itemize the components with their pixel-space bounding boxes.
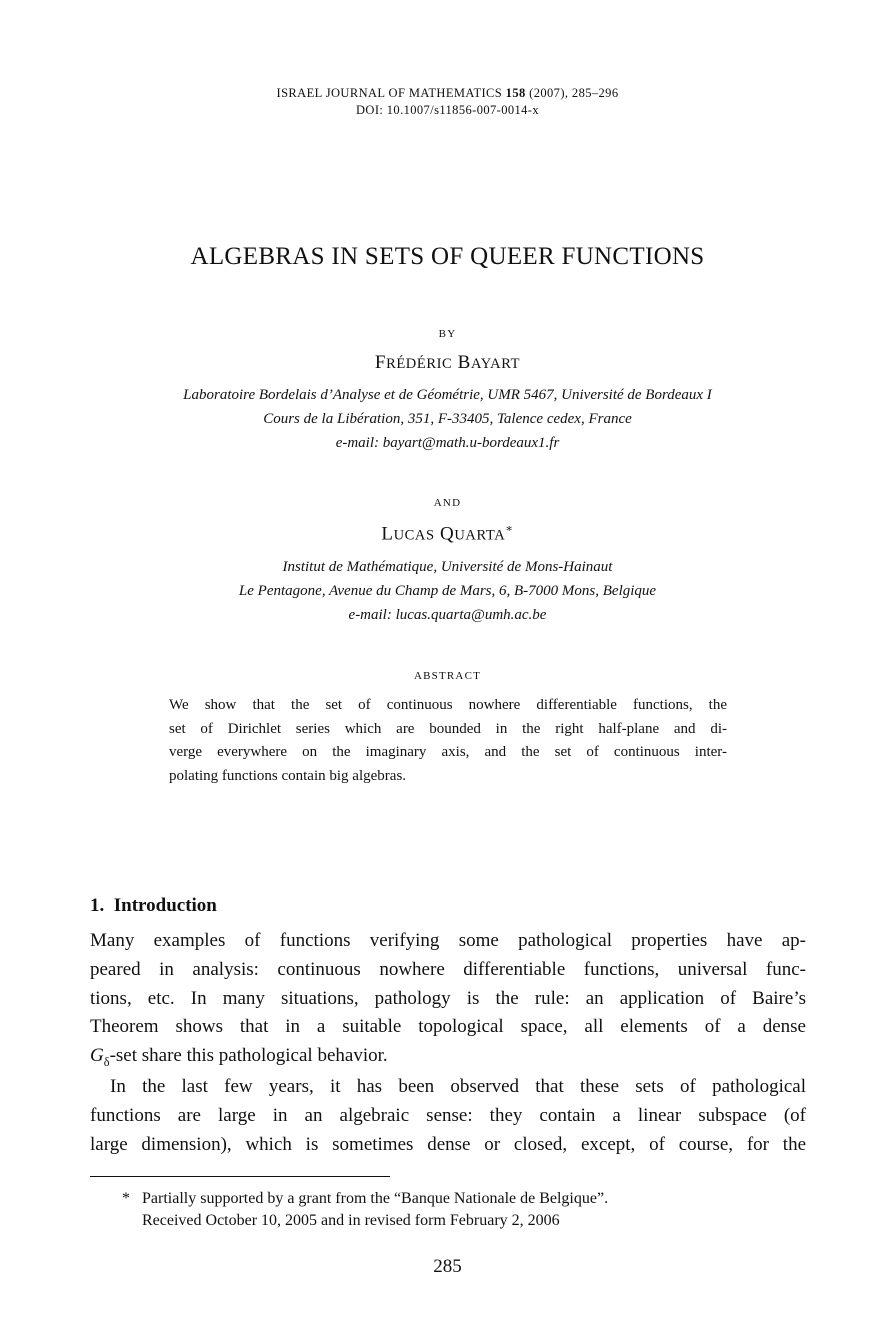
footnote-rule	[90, 1176, 390, 1177]
footnote-text: Partially supported by a grant from the “Banque Nationale de Belgique”.	[142, 1190, 609, 1207]
author2-affiliation-line-2: Le Pentagone, Avenue du Champ de Mars, 6, B-7000 Mons, Belgique	[238, 583, 657, 599]
paragraph-line: functions are large in an algebraic sense: they contain a linear subspace (of	[90, 1104, 806, 1126]
section-number: 1.	[90, 895, 105, 916]
author1-affiliation-line-1: Laboratoire Bordelais d’Analyse et de Géométrie, UMR 5467, Université de Bordeaux I	[183, 387, 712, 403]
author1-initial-first: F	[374, 352, 387, 373]
and-label: AND	[433, 497, 462, 509]
author2-email: e-mail: lucas.quarta@umh.ac.be	[348, 607, 547, 623]
author1-affiliation-line-2: Cours de la Libération, 351, F-33405, Talence cedex, France	[263, 411, 632, 427]
abstract-heading: ABSTRACT	[413, 670, 482, 682]
paragraph-2	[90, 1073, 806, 1159]
abstract-line: We show that the set of continuous nowhere differentiable functions, the	[169, 697, 727, 713]
section-title: Introduction	[113, 895, 217, 916]
author1-first-rest: RÉDÉRIC	[386, 356, 453, 372]
author-name-2	[0, 521, 895, 545]
author1-initial-last: B	[457, 352, 471, 373]
paragraph-line	[90, 1042, 806, 1077]
g-delta-symbol: G	[90, 1045, 104, 1067]
footnote-line-1	[122, 1188, 608, 1210]
journal-year-pages: (2007), 285–296	[529, 86, 619, 100]
section-heading	[90, 895, 217, 917]
journal-header	[0, 86, 895, 101]
author2-first-rest: UCAS	[393, 527, 435, 544]
paragraph-line: peared in analysis: continuous nowhere differentiable functions, universal func-	[90, 958, 806, 980]
paragraph-line-rest: -set share this pathological behavior.	[109, 1045, 388, 1067]
doi-line: DOI: 10.1007/s11856-007-0014-x	[355, 103, 540, 117]
abstract-line: verge everywhere on the imaginary axis, and the set of continuous inter-	[169, 744, 727, 760]
journal-name: ISRAEL JOURNAL OF MATHEMATICS	[276, 86, 503, 100]
abstract-body	[169, 694, 727, 788]
paragraph-line: Theorem shows that in a suitable topological space, all elements of a dense	[90, 1016, 806, 1038]
g-delta-subscript: δ	[103, 1054, 110, 1069]
paragraph-1	[90, 927, 806, 1077]
author1-email: e-mail: bayart@math.u-bordeaux1.fr	[335, 435, 560, 451]
author-name-1	[0, 352, 895, 374]
paragraph-line: In the last few years, it has been observed that these sets of pathological	[110, 1076, 806, 1097]
abstract-line: set of Dirichlet series which are bounded in the right half-plane and di-	[169, 720, 727, 737]
author1-last-rest: AYART	[470, 356, 521, 372]
author2-affiliation-line-1: Institut de Mathématique, Université de Mons-Hainaut	[282, 559, 613, 575]
paragraph-line: tions, etc. In many situations, pathology is the rule: an application of Baire’s	[90, 987, 806, 1009]
author2-footnote-mark: ∗	[505, 523, 514, 535]
author2-initial-first: L	[381, 523, 394, 545]
paragraph-line: Many examples of functions verifying some pathological properties have ap-	[90, 930, 806, 951]
page-number: 285	[433, 1256, 462, 1277]
footnote	[122, 1188, 608, 1232]
paragraph-line: large dimension), which is sometimes dense or closed, except, of course, for the	[90, 1133, 806, 1155]
author2-last-rest: UARTA	[454, 527, 506, 544]
by-label: BY	[438, 328, 457, 340]
paper-title: ALGEBRAS IN SETS OF QUEER FUNCTIONS	[190, 243, 705, 270]
abstract-line: polating functions contain big algebras.	[169, 767, 407, 784]
author2-initial-last: Q	[440, 523, 455, 545]
footnote-received: Received October 10, 2005 and in revised form February 2, 2006	[142, 1212, 560, 1229]
footnote-mark: *	[122, 1190, 130, 1207]
journal-volume: 158	[505, 86, 526, 100]
